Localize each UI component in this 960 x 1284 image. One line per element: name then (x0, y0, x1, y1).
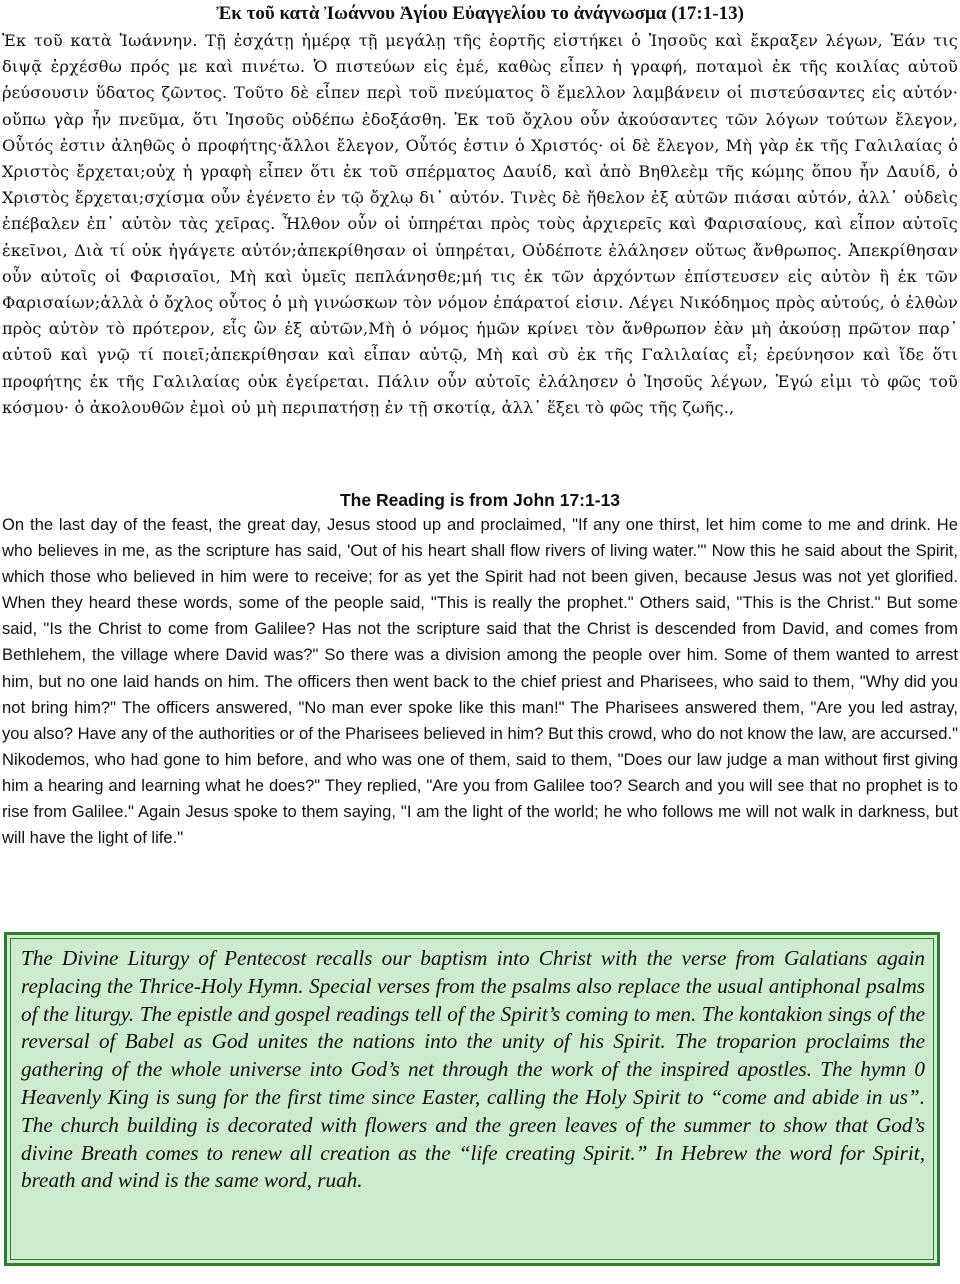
greek-reading-text: Ἐκ τοῦ κατὰ Ἰωάννην. Τῇ ἐσχάτῃ ἡμέρᾳ τῇ μεγάλῃ τῆς ἑορτῆς εἱστήκει ὁ Ἰησοῦς καὶ ἔκραξεν λέγων, Ἐάν τις διψᾷ ἐρχέσθω πρός με καὶ πινέτω. Ὁ πιστεύων εἰς ἐμέ, καθὼς εἶπεν ἡ γραφή, ποταμοὶ ἐκ τῆς κοιλίας αὐτοῦ ῥεύσουσιν ὕδατος ζῶντος. Τοῦτο δὲ εἶπεν περὶ τοῦ πνεύματος ὃ ἔμελλον λαμβάνειν οἱ πιστεύσαντες εἰς αὐτόν· οὔπω γὰρ ἦν πνεῦμα, ὅτι Ἰησοῦς οὐδέπω ἐδοξάσθη. Ἐκ τοῦ ὄχλου οὖν ἀκούσαντες τῶν λόγων τούτων ἔλεγον, Οὗτός ἐστιν ἀληθῶς ὁ προφήτης·ἄλλοι ἔλεγον, Οὗτός ἐστιν ὁ Χριστός· οἱ δὲ ἔλεγον, Μὴ γὰρ ἐκ τῆς Γαλιλαίας ὁ Χριστὸς ἔρχεται;οὐχ ἡ γραφὴ εἶπεν ὅτι ἐκ τοῦ σπέρματος Δαυίδ, καὶ ἀπὸ Βηθλεὲμ τῆς κώμης ὅπου ἦν Δαυίδ, ὁ Χριστὸς ἔρχεται;σχίσμα οὖν ἐγένετο ἐν τῷ ὄχλῳ δι᾿ αὐτόν. Τινὲς δὲ ἤθελον ἐξ αὐτῶν πιάσαι αὐτόν, ἀλλ᾿ οὐδεὶς ἐπέβαλεν ἐπ᾿ αὐτὸν τὰς χεῖρας. Ἦλθον οὖν οἱ ὑπηρέται πρὸς τοὺς ἀρχιερεῖς καὶ Φαρισαίους, καὶ εἶπον αὐτοῖς ἐκεῖνοι, Διὰ τί οὐκ ἠγάγετε αὐτόν;ἀπεκρίθησαν οἱ ὑπηρέται, Οὐδέποτε ἐλάλησεν οὕτως ἄνθρωπος. Ἀπεκρίθησαν οὖν αὐτοῖς οἱ Φαρισαῖοι, Μὴ καὶ ὑμεῖς πεπλάνησθε;μή τις ἐκ τῶν ἀρχόντων ἐπίστευσεν εἰς αὐτὸν ἢ ἐκ τῶν Φαρισαίων;ἀλλὰ ὁ ὄχλος οὗτος ὁ μὴ γινώσκων τὸν νόμον ἐπάρατοί εἰσιν. Λέγει Νικόδημος πρὸς αὐτούς, ὁ ἐλθὼν πρὸς αὐτὸν τὸ πρότερον, εἷς ὢν ἐξ αὐτῶν,Μὴ ὁ νόμος ἡμῶν κρίνει τὸν ἄνθρωπον ἐὰν μὴ ἀκούσῃ πρῶτον παρ᾿ αὐτοῦ καὶ γνῷ τί ποιεῖ;ἀπεκρίθησαν καὶ εἶπαν αὐτῷ, Μὴ καὶ σὺ ἐκ τῆς Γαλιλαίας εἶ; ἐρεύνησον καὶ ἴδε ὅτι προφήτης ἐκ τῆς Γαλιλαίας οὐκ ἐγείρεται. Πάλιν οὖν αὐτοῖς ἐλάλησεν ὁ Ἰησοῦς λέγων, Ἐγώ εἰμι τὸ φῶς τοῦ κόσμου· ὁ ἀκολουθῶν ἐμοὶ οὐ μὴ περιπατήσῃ ἐν τῇ σκοτίᾳ, ἀλλ᾿ ἕξει τὸ φῶς τῆς ζωῆς., (2, 31, 958, 417)
pentecost-note-text: The Divine Liturgy of Pentecost recalls our baptism into Christ with the verse from Galatians again replacing the Thrice-Holy Hymn. Special verses from the psalms also replace the usual antiphonal psalms of the liturgy. The epistle and gospel readings tell of the Spirit’s coming to men. The kontakion sings of the reversal of Babel as God unites the nations into the unity of his Spirit. The troparion proclaims the gathering of the whole universe into God’s net through the work of the inspired apostles. The hymn 0 Heavenly King is sung for the first time since Easter, calling the Holy Spirit to “come and abide in us”. The church building is decorated with flowers and the green leaves of the summer to show that God’s divine Breath comes to renew all creation as the “life creating Spirit.” In Hebrew the word for Spirit, breath and wind is the same word, ruah. (21, 946, 925, 1193)
english-reading-text: On the last day of the feast, the great day, Jesus stood up and proclaimed, "If any one thirst, let him come to me and drink. He who believes in me, as the scripture has said, 'Out of his heart shall flow rivers of living water.'" Now this he said about the Spirit, which those who believed in him were to receive; for as yet the Spirit had not been given, because Jesus was not yet glorified. When they heard these words, some of the people said, "This is really the prophet." Others said, "This is the Christ." But some said, "Is the Christ to come from Galilee? Has not the scripture said that the Christ is descended from David, and comes from Bethlehem, the village where David was?" So there was a division among the people over him. Some of them wanted to arrest him, but no one laid hands on him. The officers then went back to the chief priest and Pharisees, who said to them, "Why did you not bring him?" The officers answered, "No man ever spoke like this man!" The Pharisees answered them, "Are you led astray, you also? Have any of the authorities or of the Pharisees believed in him? But this crowd, who do not know the law, are accursed." Nikodemos, who had gone to him before, and who was one of them, said to them, "Does our law judge a man without first giving him a hearing and learning what he does?" They replied, "Are you from Galilee too? Search and you will see that no prophet is to rise from Galilee." Again Jesus spoke to them saying, "I am the light of the world; he who follows me will not walk in darkness, but will have the light of life." (2, 515, 958, 848)
pentecost-note-box (4, 932, 940, 1266)
pentecost-note-inner-frame (10, 938, 934, 1260)
greek-reading-title: Ἐκ τοῦ κατὰ Ἰωάννου Ἁγίου Εὐαγγελίου το ἀνάγνωσμα (17:1-13) (216, 3, 744, 24)
english-reading-title: The Reading is from John 17:1-13 (339, 490, 621, 510)
